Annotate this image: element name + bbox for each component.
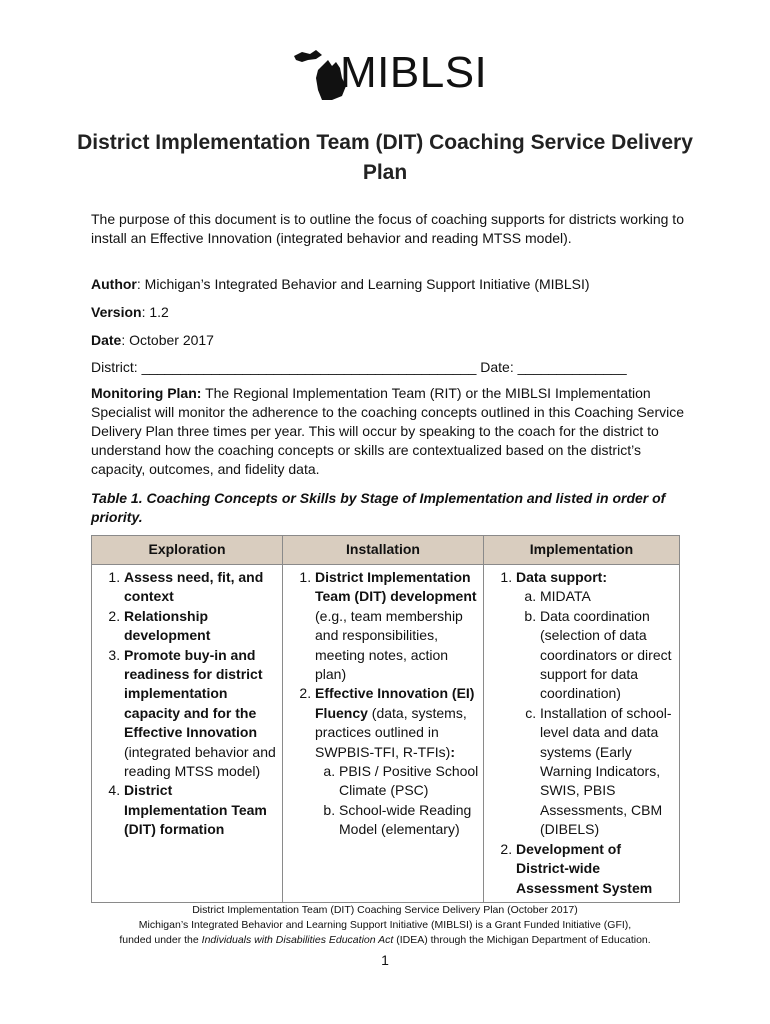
date-blank: ______________: [517, 359, 627, 375]
monitoring-text: The Regional Implementation Team (RIT) or the MIBLSI Implementation Specialist will monitor the adherence to the coaching concepts outlined in this Coaching Service Delivery Plan three times per year. This will occur by speaking to the coach for the district to understand how the coaching concepts or skills are contextualized based on the district’s capacity, outcomes, and fidelity data.: [91, 385, 685, 477]
list-item: [124, 607, 278, 646]
date-field-label: Date:: [476, 359, 518, 375]
version-line: [91, 303, 691, 322]
installation-item-2: Effective Innovation (EI) Fluency: [315, 685, 475, 721]
list-item: c. Installation of school-level data and data systems (Early Warning Indicators, SWIS, PBIS Assessments, CBM (DIBELS): [540, 704, 675, 840]
district-label: District:: [91, 359, 142, 375]
installation-cell: [283, 565, 484, 903]
author-label: Author: [91, 276, 137, 292]
list-item: [516, 840, 675, 898]
footer-line-1: District Implementation Team (DIT) Coaching Service Delivery Plan (October 2017): [192, 904, 578, 916]
installation-item-2-detail: (data, systems, practices outlined in SWPBIS-TFI, R-TFIs): [315, 704, 467, 760]
installation-item-1-detail: (e.g., team membership and responsibilities, meeting notes, action plan): [315, 607, 463, 683]
implementation-item-1: Data support:: [516, 569, 607, 585]
district-blank: ___________________________________________: [141, 359, 477, 375]
list-item: [315, 568, 479, 684]
list-item: [124, 646, 278, 782]
logo-text: MIBLSI: [340, 48, 488, 97]
list-item: [124, 568, 278, 607]
page-title: District Implementation Team (DIT) Coaching Service Delivery Plan: [77, 131, 693, 184]
miblsi-logo: [292, 46, 488, 106]
version-value: : 1.2: [141, 304, 169, 320]
exploration-item-4: District Implementation Team (DIT) formation: [124, 782, 267, 838]
district-date-line: [91, 358, 683, 377]
list-item: b. Data coordination (selection of data coordinators or direct support for data coordination): [540, 607, 675, 704]
list-item: [516, 568, 675, 840]
monitoring-paragraph: [91, 384, 691, 479]
date-label: Date: [91, 332, 122, 348]
header-installation: Installation: [283, 536, 484, 565]
implementation-item-2: Development of District-wide Assessment System: [516, 840, 653, 896]
table-caption: Table 1. Coaching Concepts or Skills by Stage of Implementation and listed in order of priority.: [91, 490, 666, 525]
header-exploration: Exploration: [92, 536, 283, 565]
purpose-paragraph: The purpose of this document is to outline the focus of coaching supports for districts working to install an Effective Innovation (integrated behavior and reading MTSS model).: [91, 211, 684, 246]
footer-line-3: [60, 933, 710, 948]
exploration-item-3-detail: (integrated behavior and reading MTSS model): [124, 743, 276, 780]
table-header-row: [92, 536, 680, 565]
author-line: [91, 275, 691, 294]
footer-act-name: Individuals with Disabilities Education Act: [201, 934, 394, 946]
monitoring-label: Monitoring Plan:: [91, 385, 202, 401]
list-item: [315, 684, 479, 839]
author-value: : Michigan’s Integrated Behavior and Learning Support Initiative (MIBLSI): [136, 276, 590, 292]
footer-line-3-post: (IDEA) through the Michigan Department of Education.: [393, 934, 651, 946]
table-row: [92, 565, 680, 903]
page-footer: [60, 903, 710, 948]
exploration-item-3: Promote buy-in and readiness for district implementation capacity and for the Effective Innovation: [124, 646, 263, 741]
installation-item-2-colon: :: [450, 743, 455, 760]
list-item: a. MIDATA: [540, 587, 675, 606]
footer-line-2: Michigan’s Integrated Behavior and Learning Support Initiative (MIBLSI) is a Grant Funded Initiative (GFI),: [138, 919, 632, 931]
exploration-item-2: Relationship development: [124, 607, 211, 644]
list-item: a. PBIS / Positive School Climate (PSC): [339, 762, 479, 801]
version-label: Version: [91, 304, 142, 320]
implementation-cell: [484, 565, 680, 903]
installation-item-1: District Implementation Team (DIT) development: [315, 569, 477, 605]
coaching-concepts-table: [91, 535, 680, 903]
header-implementation: Implementation: [484, 536, 680, 565]
exploration-cell: [92, 565, 283, 903]
footer-line-3-pre: funded under the: [119, 934, 202, 946]
exploration-item-1: Assess need, fit, and context: [124, 569, 264, 605]
date-value: : October 2017: [121, 332, 214, 348]
list-item: [124, 781, 278, 839]
page-number: 1: [381, 952, 389, 968]
list-item: b. School-wide Reading Model (elementary): [339, 801, 479, 840]
date-line: [91, 331, 691, 350]
